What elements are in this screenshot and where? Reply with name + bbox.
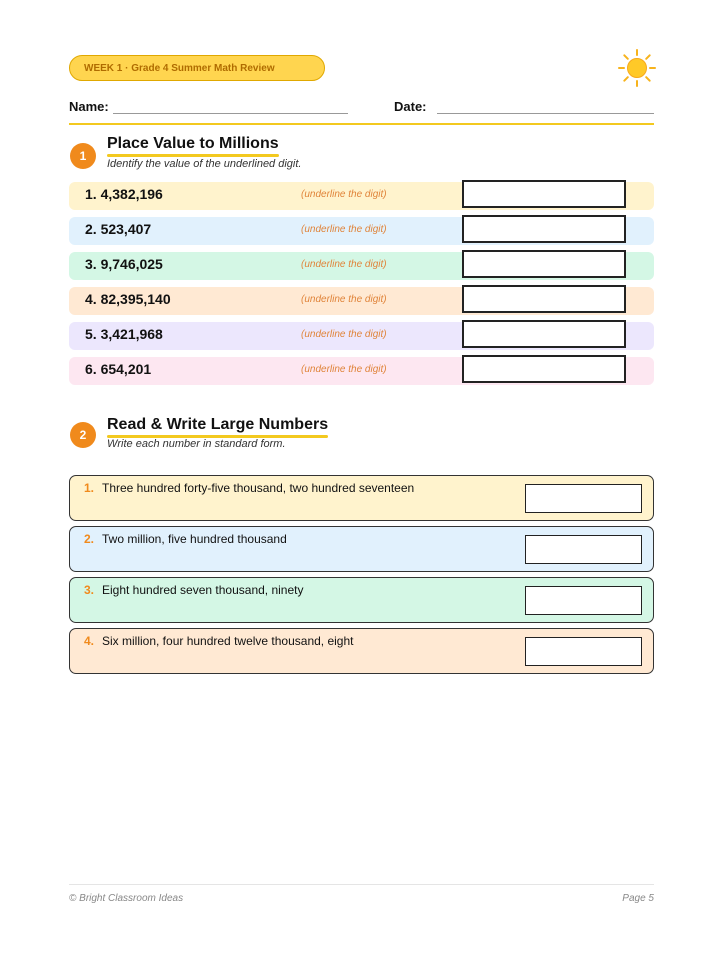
place-value-hint: (underline the digit) <box>301 189 387 200</box>
read-write-item-text: Two million, five hundred thousand <box>102 532 287 546</box>
header-pill-text: WEEK 1 · Grade 4 Summer Math Review <box>84 62 275 74</box>
place-value-answer-box[interactable] <box>462 215 626 243</box>
place-value-number: 5. 3,421,968 <box>85 326 163 342</box>
read-write-row <box>69 475 654 521</box>
footer-copyright: © Bright Classroom Ideas <box>69 893 184 904</box>
place-value-hint: (underline the digit) <box>301 224 387 235</box>
read-write-item-text: Eight hundred seven thousand, ninety <box>102 583 304 597</box>
section-2-title-text: Read & Write Large Numbers <box>107 416 329 433</box>
place-value-row <box>69 357 654 385</box>
place-value-number: 2. 523,407 <box>85 221 152 237</box>
place-value-row <box>69 322 654 350</box>
place-value-hint: (underline the digit) <box>301 329 387 340</box>
place-value-answer-box[interactable] <box>462 355 626 383</box>
place-value-hint: (underline the digit) <box>301 294 387 305</box>
read-write-item-number: 3. <box>84 583 95 597</box>
place-value-answer-box[interactable] <box>462 320 626 348</box>
header-divider <box>69 123 654 125</box>
read-write-answer-box[interactable] <box>525 535 642 564</box>
read-write-item-number: 2. <box>84 532 95 546</box>
footer-divider <box>69 884 654 885</box>
place-value-hint: (underline the digit) <box>301 259 387 270</box>
read-write-item-number: 4. <box>84 634 95 648</box>
place-value-answer-box[interactable] <box>462 250 626 278</box>
date-field[interactable] <box>437 113 654 114</box>
read-write-row <box>69 628 654 674</box>
section-2-badge: 2 <box>70 422 96 448</box>
read-write-row <box>69 577 654 623</box>
read-write-answer-box[interactable] <box>525 586 642 615</box>
footer-page-number: Page 5 <box>622 893 654 904</box>
read-write-answer-box[interactable] <box>525 637 642 666</box>
section-1-title <box>107 135 279 153</box>
read-write-item-number: 1. <box>84 481 95 495</box>
read-write-answer-box[interactable] <box>525 484 642 513</box>
section-2-subtitle: Write each number in standard form. <box>107 438 286 450</box>
header-pill <box>69 55 325 81</box>
name-date-row <box>69 99 654 123</box>
name-label: Name: <box>69 99 109 114</box>
section-1-subtitle: Identify the value of the underlined digit. <box>107 158 302 170</box>
section-1-title-text: Place Value to Millions <box>107 135 279 152</box>
date-label: Date: <box>394 99 427 114</box>
place-value-row <box>69 252 654 280</box>
section-1-title-underline <box>107 154 279 157</box>
sun-icon <box>617 48 657 88</box>
place-value-hint: (underline the digit) <box>301 364 387 375</box>
name-field[interactable] <box>113 113 348 114</box>
place-value-number: 3. 9,746,025 <box>85 256 163 272</box>
place-value-answer-box[interactable] <box>462 285 626 313</box>
read-write-item-text: Six million, four hundred twelve thousand, eight <box>102 634 354 648</box>
place-value-number: 1. 4,382,196 <box>85 186 163 202</box>
place-value-row <box>69 217 654 245</box>
read-write-item-text: Three hundred forty-five thousand, two hundred seventeen <box>102 481 415 495</box>
place-value-number: 4. 82,395,140 <box>85 291 171 307</box>
place-value-row <box>69 182 654 210</box>
place-value-number: 6. 654,201 <box>85 361 152 377</box>
section-1-badge: 1 <box>70 143 96 169</box>
read-write-row <box>69 526 654 572</box>
place-value-answer-box[interactable] <box>462 180 626 208</box>
place-value-row <box>69 287 654 315</box>
section-2-title <box>107 416 328 434</box>
